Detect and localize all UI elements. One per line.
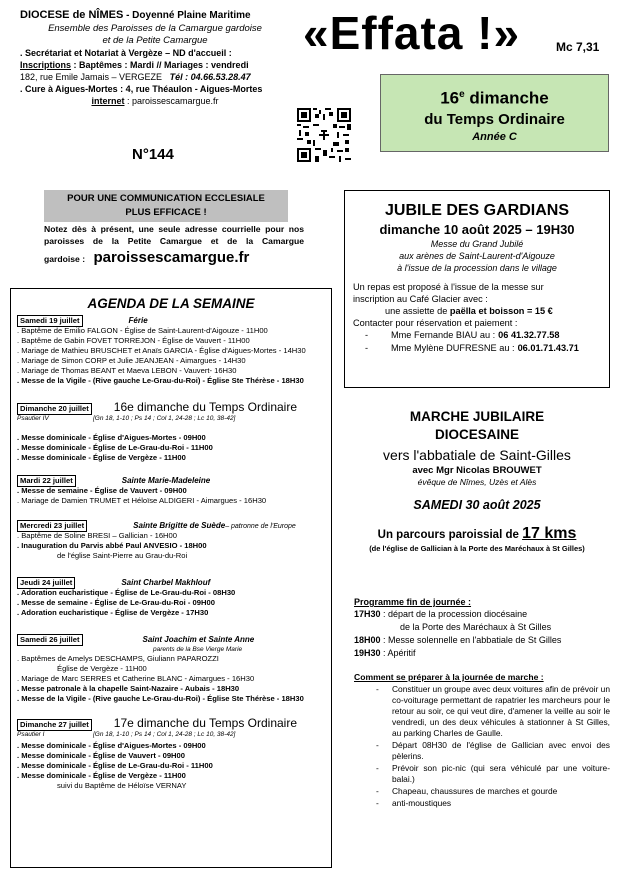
repas-line-2: inscription au Café Glacier avec : — [353, 294, 488, 304]
programme-title: Programme fin de journée : — [354, 597, 472, 607]
agenda-item: . Mariage de Damien TRUMET et Héloïse ALDIGERI - Aimargues - 16H30 — [17, 496, 267, 505]
agenda-item: . Mariage de Marc SERRES et Catherine BLANC - Aimargues - 16H30 — [17, 674, 255, 683]
psautier: Psautier I — [17, 731, 45, 738]
communication-text — [44, 223, 304, 247]
agenda-item: de l'église Saint-Pierre au Grau-du-Roi — [57, 551, 188, 560]
agenda-day-header — [17, 577, 325, 588]
agenda-item: . Messe de semaine - Église de Le-Grau-du-Roi - 09H00 — [17, 598, 215, 607]
jubile-panel — [344, 190, 610, 388]
sunday-sup: e — [459, 89, 465, 100]
agenda-item: . Mariage de Thomas BEANT et Maeva LEBON - Vauvert- 16H30 — [17, 366, 237, 375]
day-label: Samedi 26 juillet — [17, 634, 83, 646]
day-label: Dimanche 27 juillet — [17, 719, 92, 731]
agenda-item: Église de Vergèze - 11H00 — [57, 664, 147, 673]
day-title: 17e dimanche du Temps Ordinaire — [113, 716, 298, 730]
marche-bishop-title: évêque de Nîmes, Uzès et Alès — [417, 477, 537, 487]
agenda-item: suivi du Baptême de Héloïse VERNAY — [57, 781, 187, 790]
preparer-list — [354, 684, 610, 809]
day-title: 16e dimanche du Temps Ordinaire — [113, 400, 298, 414]
programme-list — [354, 608, 614, 660]
day-subtitle: parents de la Bse Vierge Marie — [153, 646, 243, 653]
agenda-day-header — [17, 520, 325, 531]
programme-block — [354, 596, 614, 660]
email-domain-link[interactable]: paroissescamargue.fr — [93, 249, 250, 266]
psautier-line — [17, 414, 325, 423]
agenda-day — [11, 400, 331, 463]
agenda-item: . Messe de la Vigile - (Rive gauche Le-Grau-du-Roi) - Église Ste Thérèse - 18H30 — [17, 694, 304, 703]
preparer-block — [354, 672, 610, 809]
assiette-line — [385, 305, 609, 317]
day-label: Jeudi 24 juillet — [17, 577, 75, 589]
diocese-line — [20, 8, 290, 23]
agenda-day — [11, 634, 331, 704]
psautier: Psautier IV — [17, 415, 49, 422]
contact-phone: 06.01.71.43.71 — [517, 343, 579, 353]
day-label: Samedi 19 juillet — [17, 315, 83, 327]
contact-list — [345, 329, 609, 355]
agenda-item: . Mariage de Simon CORP et Julie JEANJEAN - Aimargues - 14H30 — [17, 356, 246, 365]
sunday-line-1 — [381, 84, 608, 110]
agenda-day-header — [17, 400, 325, 414]
contact-row — [345, 342, 609, 355]
gardoise-label: gardoise : — [44, 254, 86, 264]
preparer-item: - anti-moustiques — [354, 798, 610, 809]
day-label: Mardi 22 juillet — [17, 475, 76, 487]
agenda-title: AGENDA DE LA SEMAINE — [87, 296, 255, 311]
jubile-desc-3: à l'issue de la procession dans le village — [397, 263, 557, 273]
readings: [Gn 18, 1-10 ; Ps 14 ; Col 1, 24-28 ; Lc 10, 38-42] — [93, 415, 236, 422]
preparer-item: - Constituer un groupe avec deux voitures afin de prévoir un co-voiturage permettant de rapatrier les marcheurs pour le retour au soir, ce qui veut dire, d'amener la veille au soir le vendredi, un des deux véhicules à stationner à St Gilles, au parking Charles de Gaulle. — [354, 684, 610, 739]
agenda-item: . Inauguration du Parvis abbé Paul ANVESIO - 18H00 — [17, 541, 207, 550]
agenda-item: . Baptême de Gabin FOVET TORREJON - Église de Vauvert - 11H00 — [17, 336, 250, 345]
programme-text: : Apéritif — [380, 648, 416, 658]
agenda-days — [11, 315, 331, 791]
agenda-item: . Messe dominicale - Église de Le-Grau-du-Roi - 11H00 — [17, 761, 213, 770]
preparer-item: - Prévoir son pic-nic (qui sera véhiculé par une voiture-balai.) — [354, 763, 610, 785]
agenda-item: . Messe patronale à la chapelle Saint-Nazaire - Aubais - 18H30 — [17, 684, 240, 693]
programme-time: 17H30 — [354, 609, 381, 619]
sunday-box — [380, 74, 609, 152]
ensemble-line-2: et de la Petite Camargue — [102, 35, 208, 46]
communication-banner — [44, 190, 288, 222]
repas-line-1: Un repas est proposé à l'issue de la messe sur — [353, 282, 544, 292]
contact-phone: 06 41.32.77.58 — [498, 330, 560, 340]
agenda-item: . Messe dominicale - Église d'Aigues-Mortes - 09H00 — [17, 433, 206, 442]
inscriptions-line — [20, 59, 290, 71]
programme-text: : départ de la procession diocésaine — [380, 609, 528, 619]
address: 182, rue Emile Jamais – VERGEZE — [20, 72, 163, 82]
programme-time: 19H30 — [354, 648, 381, 658]
qr-code-icon[interactable] — [297, 108, 351, 162]
agenda-item: . Messe dominicale - Église d'Aigues-Mortes - 09H00 — [17, 741, 206, 750]
day-title: Sainte Marie-Madeleine — [121, 476, 211, 485]
agenda-item: . Adoration eucharistique - Église de Vergèze - 17H30 — [17, 608, 209, 617]
agenda-day — [11, 716, 331, 791]
agenda-day — [11, 520, 331, 561]
communication-text-1: Notez dès à présent, une seule adresse courrielle pour nos — [44, 224, 304, 234]
secretariat-line: . Secrétariat et Notariat à Vergèze – ND d'accueil : — [20, 48, 232, 58]
agenda-item: . Baptêmes de Amelys DESCHAMPS, Giuliann PAPAROZZI — [17, 654, 219, 663]
marche-date: SAMEDI 30 août 2025 — [413, 498, 541, 512]
banner-line-2: PLUS EFFICACE ! — [125, 207, 207, 218]
parcours-distance: 17 kms — [522, 525, 577, 542]
ensemble-line-1: Ensemble des Paroisses de la Camargue gardoise — [48, 23, 262, 34]
contact-line: Contacter pour réservation et paiement : — [353, 318, 518, 328]
agenda-day — [11, 315, 331, 386]
preparer-item: - Chapeau, chaussures de marches et gourde — [354, 786, 610, 797]
telephone: Tél : 04.66.53.28.47 — [169, 72, 251, 82]
readings: [Gn 18, 1-10 ; Ps 14 ; Col 1, 24-28 ; Lc 10, 38-42] — [93, 731, 236, 738]
parcours-note: (de l'église de Gallician à la Porte des Maréchaux à St Gilles) — [369, 544, 585, 553]
gospel-reference: Mc 7,31 — [556, 40, 600, 54]
agenda-item: . Baptême de Soline BRESI – Gallician - 16H00 — [17, 531, 177, 540]
internet-address[interactable]: : paroissescamargue.fr — [124, 96, 219, 106]
psautier-line — [17, 730, 325, 739]
banner-line-1: POUR UNE COMMUNICATION ECCLESIALE — [67, 193, 265, 204]
agenda-item: . Messe de semaine - Église de Vauvert - 09H00 — [17, 486, 187, 495]
doyenne: - Doyenné Plaine Maritime — [123, 10, 251, 21]
programme-time: 18H00 — [354, 635, 381, 645]
marche-bishop: avec Mgr Nicolas BROUWET — [412, 465, 542, 476]
agenda-day — [11, 475, 331, 506]
agenda-day-header — [17, 634, 325, 645]
marche-title-2: DIOCESAINE — [434, 427, 519, 442]
parcours-label: Un parcours paroissial de — [377, 529, 523, 541]
day-label: Dimanche 20 juillet — [17, 403, 92, 415]
inscriptions-label: Inscriptions — [20, 60, 72, 70]
address-line — [20, 71, 290, 83]
agenda-panel — [10, 288, 332, 868]
agenda-item: . Messe dominicale - Église de Le-Grau-du-Roi - 11H00 — [17, 443, 213, 452]
sunday-line-2: du Temps Ordinaire — [424, 110, 565, 128]
agenda-item: . Baptême de Emilio FALGON - Église de Saint-Laurent-d'Aigouze - 11H00 — [17, 326, 268, 335]
agenda-item: . Adoration eucharistique - Église de Le-Grau-du-Roi - 08H30 — [17, 588, 236, 597]
jubile-desc-1: Messe du Grand Jubilé — [430, 239, 524, 249]
agenda-item: . Messe de la Vigile - (Rive gauche Le-Grau-du-Roi) - Église Ste Thérèse - 18H30 — [17, 376, 304, 385]
programme-text: de la Porte des Maréchaux à St Gilles — [400, 622, 552, 632]
internet-label: internet — [91, 96, 125, 106]
newsletter-title: «Effata !» — [303, 7, 521, 59]
assiette-price: paëlla et boisson = 15 € — [449, 306, 553, 316]
preparer-title: Comment se préparer à la journée de marche : — [354, 672, 544, 682]
marche-destination: vers l'abbatiale de Saint-Gilles — [383, 447, 571, 463]
agenda-day-header — [17, 475, 325, 486]
contact-row — [345, 329, 609, 342]
marche-title-1: MARCHE JUBILAIRE — [409, 409, 545, 424]
contact-name: - Mme Fernande BIAU au : — [391, 330, 496, 340]
agenda-day — [11, 577, 331, 618]
day-title: Saint Joachim et Sainte Anne — [142, 635, 255, 644]
issue-number: N°144 — [132, 146, 174, 163]
header-block — [20, 8, 290, 107]
parcours-line — [344, 525, 610, 544]
preparer-item: - Départ 08H30 de l'église de Gallician avec envoi des pèlerins. — [354, 740, 610, 762]
diocese-name: DIOCESE de NÎMES — [20, 9, 124, 21]
agenda-day-header — [17, 716, 325, 730]
agenda-item: . Messe dominicale - Église de Vergèze - 11H00 — [17, 771, 186, 780]
agenda-item: . Messe dominicale - Église de Vauvert - 09H00 — [17, 751, 185, 760]
day-label: Mercredi 23 juillet — [17, 520, 87, 532]
communication-address-line — [44, 249, 249, 266]
agenda-day-header — [17, 315, 325, 326]
jubile-desc-2: aux arènes de Saint-Laurent-d'Aigouze — [399, 251, 555, 261]
programme-text: : Messe solennelle en l'abbatiale de St Gilles — [380, 635, 562, 645]
programme-item — [354, 634, 614, 647]
jubile-title: JUBILE DES GARDIANS — [384, 202, 570, 219]
jubile-date: dimanche 10 août 2025 – 19H30 — [379, 222, 575, 237]
day-title: Férie — [128, 316, 148, 325]
communication-text-2: paroisses de la Petite Camargue et de la Camargue — [44, 236, 304, 246]
spacer — [17, 423, 325, 433]
liturgical-year: Année C — [472, 130, 517, 143]
day-title: Saint Charbel Makhlouf — [121, 578, 211, 587]
programme-item — [354, 621, 614, 634]
programme-item — [354, 608, 614, 621]
agenda-item: . Messe dominicale - Église de Vergèze - 11H00 — [17, 453, 186, 462]
inscriptions-text: : Baptêmes : Mardi // Mariages : vendredi — [71, 60, 249, 70]
day-title-note: – patronne de l'Europe — [225, 523, 296, 530]
internet-line — [20, 95, 290, 107]
assiette-pre: une assiette de — [385, 306, 450, 316]
day-title: Sainte Brigitte de Suède — [133, 521, 226, 530]
cure-line: . Cure à Aigues-Mortes : 4, rue Théaulon - Aigues-Mortes — [20, 84, 263, 94]
programme-item — [354, 647, 614, 660]
sunday-number: 16 — [440, 88, 460, 108]
agenda-item: . Mariage de Mathieu BRUSCHET et Anaïs GARCIA - Église d'Aigues-Mortes - 14H30 — [17, 346, 306, 355]
contact-name: - Mme Mylène DUFRESNE au : — [391, 343, 515, 353]
marche-header — [344, 408, 610, 554]
sunday-word: dimanche — [464, 88, 549, 108]
